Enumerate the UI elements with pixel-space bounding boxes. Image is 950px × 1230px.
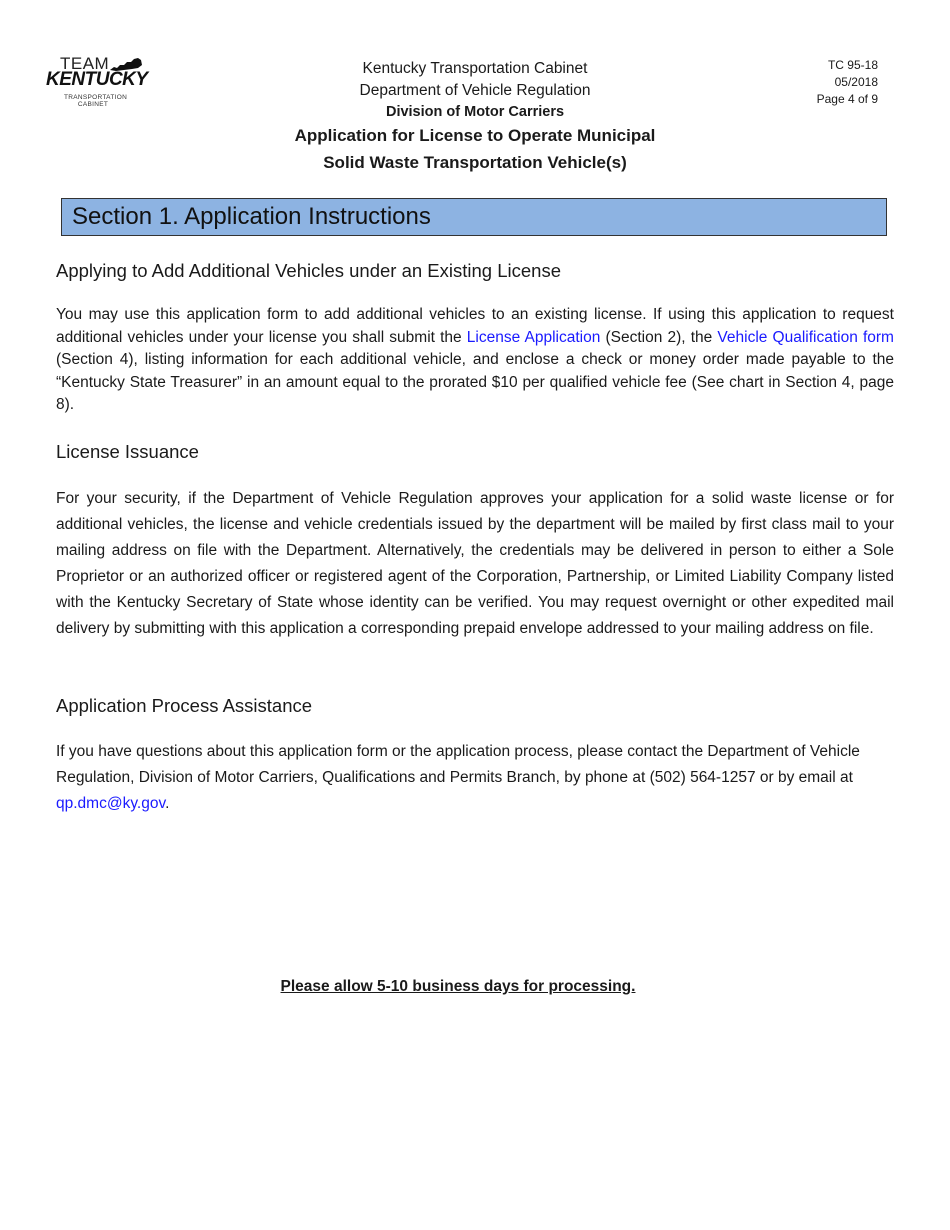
email-link[interactable]: qp.dmc@ky.gov (56, 795, 166, 812)
vehicle-qualification-link[interactable]: Vehicle Qualification form (717, 328, 894, 346)
processing-notice: Please allow 5-10 business days for processing. (280, 978, 636, 995)
logo-cabinet-text: TRANSPORTATION CABINET (64, 94, 128, 108)
document-header (200, 58, 750, 176)
add-vehicles-heading: Applying to Add Additional Vehicles under an Existing License (56, 260, 561, 281)
logo-team-text: TEAM (60, 54, 110, 73)
form-date: 05/2018 (834, 75, 878, 89)
section-title-bar: Section 1. Application Instructions (61, 198, 887, 236)
assistance-paragraph: If you have questions about this application form or the application process, please contact the Department of Vehicle Regulation, Division of Motor Carriers, Qualifications and Permits Branch, by phone at (502) 564-1257 or by email at qp.dmc@ky.gov. (56, 743, 860, 812)
form-number: TC 95-18 (827, 58, 878, 72)
license-issuance-paragraph: For your security, if the Department of Vehicle Regulation approves your application for a solid waste license or for additional vehicles, the license and vehicle credentials issued by the department will be mailed by first class mail to your mailing address on file with the Department. Alternatively, the credentials may be delivered in person to either a Sole Proprietor or an authorized officer or registered agent of the Corporation, Partnership, or Limited Liability Company listed with the Kentucky Secretary of State whose identity can be verified. You may request overnight or other expedited mail delivery by submitting with this application a corresponding prepaid envelope addressed to your mailing address on file. (56, 490, 894, 637)
form-meta (817, 57, 878, 108)
agency-name: Kentucky Transportation Cabinet (362, 60, 588, 77)
license-application-link[interactable]: License Application (466, 328, 601, 346)
form-title-line-1: Application for License to Operate Municipal (294, 126, 656, 145)
page-number: Page 4 of 9 (816, 92, 878, 106)
license-issuance-heading: License Issuance (56, 441, 199, 462)
assistance-heading: Application Process Assistance (56, 695, 313, 716)
add-vehicles-paragraph: You may use this application form to add additional vehicles to an existing license. If using this application to request additional vehicles under your license you shall submit the License Application (Section 2), the Vehicle Qualification form (Section 4), listing information for each additional vehicle, and enclose a check or money order made payable to the “Kentucky State Treasurer” in an amount equal to the prorated $10 per qualified vehicle fee (See chart in Section 4, page 8). (56, 306, 894, 413)
team-kentucky-logo (46, 55, 150, 111)
department-name: Department of Vehicle Regulation (359, 82, 591, 99)
form-title-line-2: Solid Waste Transportation Vehicle(s) (323, 153, 627, 172)
division-name: Division of Motor Carriers (385, 104, 565, 120)
logo-kentucky-text: KENTUCKY (46, 69, 148, 90)
